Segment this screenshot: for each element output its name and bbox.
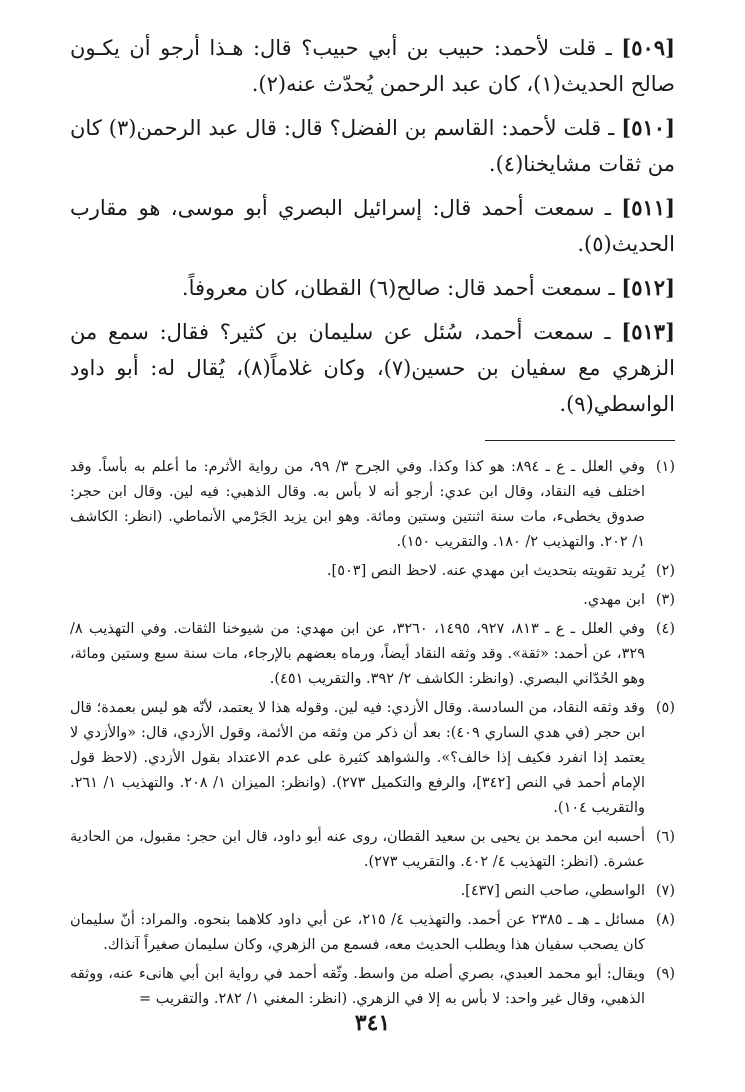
footnote bbox=[70, 559, 675, 584]
footnote bbox=[70, 617, 675, 692]
entry-510 bbox=[70, 110, 675, 182]
footnote bbox=[70, 455, 675, 555]
footnote-text: أحسبه ابن محمد بن يحيى بن سعيد القطان، روى عنه أبو داود، قال ابن حجر: مقبول، من الحادية عشرة. (انظر: التهذيب ٤/ ٤٠٢. والتقريب ٢٧٣). bbox=[70, 829, 645, 870]
entry-509 bbox=[70, 30, 675, 102]
footnote-text: الواسطي، صاحب النص [٤٣٧]. bbox=[460, 883, 645, 899]
entry-number: [٥١٢] bbox=[621, 275, 675, 300]
footnote-text: مسائل ـ هـ ـ ٢٣٨٥ عن أحمد. والتهذيب ٤/ ٢١٥، عن أبي داود كلاهما بنحوه. والمراد: أنّ سليمان كان يصحب سفيان هذا ويطلب الحديث معه، فسمع من الزهري، وكان سليمان صغيراً آنذاك. bbox=[70, 912, 645, 953]
entry-512 bbox=[70, 270, 675, 306]
footnote-number: (٨) bbox=[655, 912, 675, 928]
footnote-number: (٤) bbox=[655, 621, 675, 637]
footnote-number: (٥) bbox=[655, 700, 675, 716]
page-body bbox=[70, 30, 675, 1016]
footnote-text: ابن مهدي. bbox=[583, 592, 645, 608]
footnote-number: (٣) bbox=[655, 592, 675, 608]
footnote bbox=[70, 588, 675, 613]
entry-text: ـ سمعت أحمد، سُئل عن سليمان بن كثير؟ فقال: سمع من الزهري مع سفيان بن حسين(٧)، وكان غلاماً(٨)، يُقال له: أبو داود الواسطي(٩). bbox=[70, 320, 676, 416]
footnote-number: (٢) bbox=[655, 563, 675, 579]
entry-number: [٥١١] bbox=[621, 195, 675, 220]
footnotes bbox=[70, 455, 675, 1012]
footnote bbox=[70, 908, 675, 958]
main-text bbox=[70, 30, 675, 422]
footnote-number: (١) bbox=[655, 459, 675, 475]
entry-number: [٥١٠] bbox=[621, 115, 676, 140]
entry-text: ـ قلت لأحمد: حبيب بن أبي حبيب؟ قال: هـذا أرجو أن يكـون صالح الحديث(١)، كان عبد الرحمن يُحدّث عنه(٢). bbox=[70, 36, 675, 96]
entry-number: [٥١٣] bbox=[621, 319, 675, 344]
footnote-text: وفي العلل ـ ع ـ ٨٩٤: هو كذا وكذا. وفي الجرح ٣/ ٩٩، من رواية الأثرم: ما أعلم به بأساً. وقد اختلف فيه النقاد، وقال ابن عدي: أرجو أنه لا بأس به. وقال الذهبي: فيه لين. وقال ابن حجر: صدوق يخطىء، مات سنة اثنتين وستين ومائة. وهو ابن يزيد الجَرْمي الأنماطي. (انظر: الكاشف ١/ ٢٠٢. والتهذيب ٢/ ١٨٠. والتقريب ١٥٠). bbox=[70, 459, 646, 550]
page-number: ٣٤١ bbox=[354, 1010, 391, 1036]
footnote-number: (٦) bbox=[655, 829, 675, 845]
entry-number: [٥٠٩] bbox=[621, 35, 675, 60]
footnote-text: وقد وثقه النقاد، من السادسة. وقال الأزدي: فيه لين. وقوله هذا لا يعتمد، لأنّه هو ليس بعمدة؛ قال ابن حجر (في هدي الساري ٤٠٩): بعد أن ذكر من وثقه من الأئمة، وقول الأزدي، قال: «والأزدي لا يعتمد إذا انفرد فكيف إذا خالف؟». والشواهد كثيرة على عدم الاعتداد بقول الأزدي. (لاحظ قول الإمام أحمد في النص [٣٤٢]، والرفع والتكميل ٢٧٣). (وانظر: الميزان ١/ ٢٠٨. والتهذيب ١/ ٢٦١. والتقريب ١٠٤). bbox=[70, 700, 646, 816]
footnote-text: وفي العلل ـ ع ـ ٨١٣، ٩٢٧، ١٤٩٥، ٣٢٦٠، عن ابن مهدي: من شيوخنا الثقات. وفي التهذيب ٨/ ٣٢٩، عن أحمد: «ثقة». وقد وثقه النقاد أيضاً، ورماه بعضهم بالإرجاء، مات سنة سبع وستين ومائة، وهو الحُدّاني البصري. (وانظر: الكاشف ٢/ ٣٩٢. والتقريب ٤٥١). bbox=[70, 621, 645, 687]
footnote bbox=[70, 962, 675, 1012]
entry-text: ـ سمعت أحمد قال: صالح(٦) القطان، كان معروفاً. bbox=[181, 276, 622, 300]
footnote bbox=[70, 825, 675, 875]
footnote bbox=[70, 696, 675, 821]
footnote-text: ويقال: أبو محمد العبدي، بصري أصله من واسط. وثّقه أحمد في رواية ابن أبي هانىء عنه، ووثقه الذهبي، وقال غير واحد: لا بأس به إلا في الزهري. (انظر: المغني ١/ ٢٨٢. والتقريب = bbox=[70, 966, 645, 1007]
entry-text: ـ قلت لأحمد: القاسم بن الفضل؟ قال: قال عبد الرحمن(٣) كان من ثقات مشايخنا(٤). bbox=[70, 116, 675, 176]
entry-text: ـ سمعت أحمد قال: إسرائيل البصري أبو موسى، هو مقارب الحديث(٥). bbox=[70, 196, 675, 256]
footnote-text: يُريد تقويته بتحديث ابن مهدي عنه. لاحظ النص [٥٠٣]. bbox=[326, 563, 645, 579]
footnote-separator bbox=[485, 440, 675, 441]
footnote-number: (٧) bbox=[655, 883, 675, 899]
entry-511 bbox=[70, 190, 675, 262]
footnote bbox=[70, 879, 675, 904]
entry-513 bbox=[70, 314, 675, 422]
footnote-number: (٩) bbox=[655, 966, 675, 982]
